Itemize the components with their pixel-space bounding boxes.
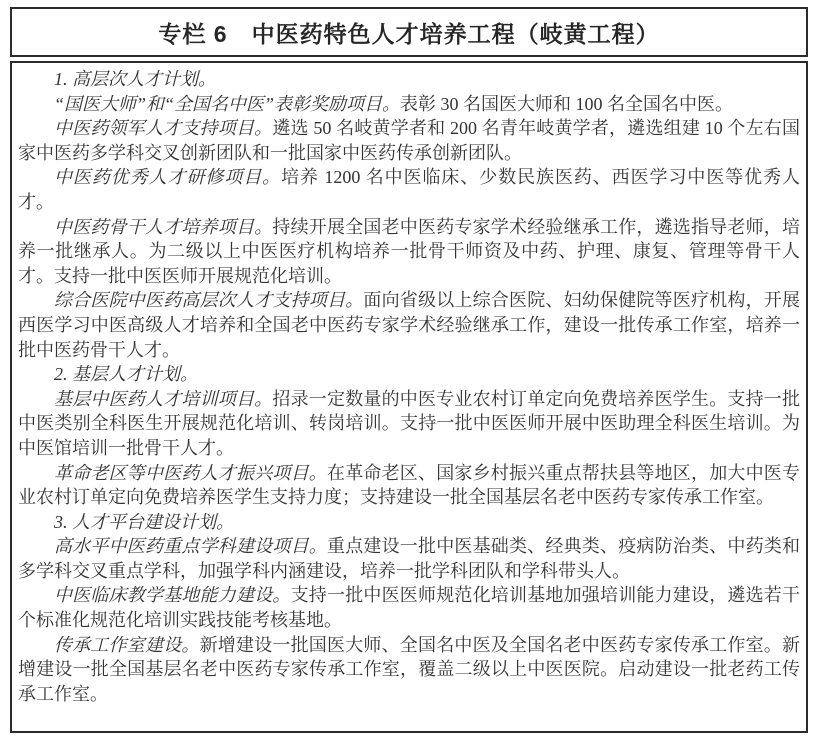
- paragraph: [18, 165, 800, 214]
- paragraph: [18, 510, 800, 535]
- paragraph: [18, 362, 800, 387]
- panel-title-box: [10, 7, 808, 57]
- paragraph: [18, 534, 800, 583]
- paragraph-text: 新增建设一批国医大师、全国名中医及全国名老中医药专家传承工作室。新增建设一批全国基层名老中医药专家传承工作室，覆盖二级以上中医医院。启动建设一批老药工传承工作室。: [18, 634, 801, 704]
- paragraph-text: 重点建设一批中医基础类、经典类、疫病防治类、中药类和多学科交叉重点学科，加强学科内涵建设，培养一批学科团队和学科带头人。: [18, 536, 800, 581]
- paragraph-lead: 中医药领军人才支持项目。: [54, 118, 273, 139]
- paragraph-lead: 2. 基层人才计划。: [54, 364, 198, 385]
- paragraph-lead: 中医临床教学基地能力建设。: [54, 585, 291, 606]
- paragraph-lead: 中医药骨干人才培养项目。: [54, 216, 273, 237]
- paragraph-lead: 革命老区等中医药人才振兴项目。: [54, 462, 327, 483]
- paragraph: [18, 116, 800, 165]
- paragraph-lead: 基层中医药人才培训项目。: [54, 388, 273, 409]
- paragraph-text: 表彰 30 名国医大师和 100 名全国名中医。: [400, 93, 734, 114]
- paragraph: [18, 288, 800, 362]
- paragraph-lead: 中医药优秀人才研修项目。: [54, 167, 282, 188]
- paragraph: [18, 633, 800, 707]
- paragraph: [18, 92, 800, 117]
- paragraph-text: 持续开展全国老中医药专家学术经验继承工作，遴选指导老师，培养一批继承人。为二级以上中医医疗机构培养一批骨干师资及中药、护理、康复、管理等骨干人才。支持一批中医医师开展规范化培训。: [18, 216, 801, 286]
- paragraph-lead: 1. 高层次人才计划。: [54, 69, 216, 89]
- paragraph-lead: 传承工作室建设。: [54, 634, 200, 655]
- paragraph-text: 培养 1200 名中医临床、少数民族医药、西医学习中医等优秀人才。: [18, 167, 801, 212]
- paragraph-lead: 高水平中医药重点学科建设项目。: [54, 536, 327, 557]
- paragraph-text: 在革命老区、国家乡村振兴重点帮扶县等地区，加大中医专业农村订单定向免费培养医学生支持力度；支持建设一批全国基层名老中医药专家传承工作室。: [18, 462, 800, 508]
- paragraph-lead: 3. 人才平台建设计划。: [54, 511, 234, 532]
- paragraph-text: 支持一批中医医师规范化培训基地加强培训能力建设，遴选若干个标准化规范化培训实践技能考核基地。: [18, 585, 801, 631]
- paragraph-lead: “国医大师”和“全国名中医”表彰奖励项目。: [54, 93, 401, 114]
- paragraph-text: 面向省级以上综合医院、妇幼保健院等医疗机构，开展西医学习中医高级人才培养和全国老中医药专家学术经验继承工作，建设一批传承工作室，培养一批中医药骨干人才。: [18, 290, 801, 360]
- paragraph-lead: 综合医院中医药高层次人才支持项目。: [54, 290, 364, 311]
- panel-title: 专栏 6 中医药特色人才培养工程（岐黄工程）: [158, 20, 660, 47]
- paragraph: [18, 67, 800, 92]
- paragraph-text: 招录一定数量的中医专业农村订单定向免费培养医学生。支持一批中医类别全科医生开展规范化培训、转岗培训。支持一批中医医师开展中医助理全科医生培训。为中医馆培训一批骨干人才。: [18, 388, 801, 458]
- paragraph-text: 遴选 50 名岐黄学者和 200 名青年岐黄学者，遴选组建 10 个左右国家中医药多学科交叉创新团队和一批国家中医药传承创新团队。: [18, 118, 800, 163]
- paragraph: [18, 215, 800, 289]
- panel-body-box: [10, 61, 808, 733]
- paragraph: [18, 387, 800, 461]
- paragraph: [18, 583, 800, 632]
- paragraph: [18, 461, 800, 510]
